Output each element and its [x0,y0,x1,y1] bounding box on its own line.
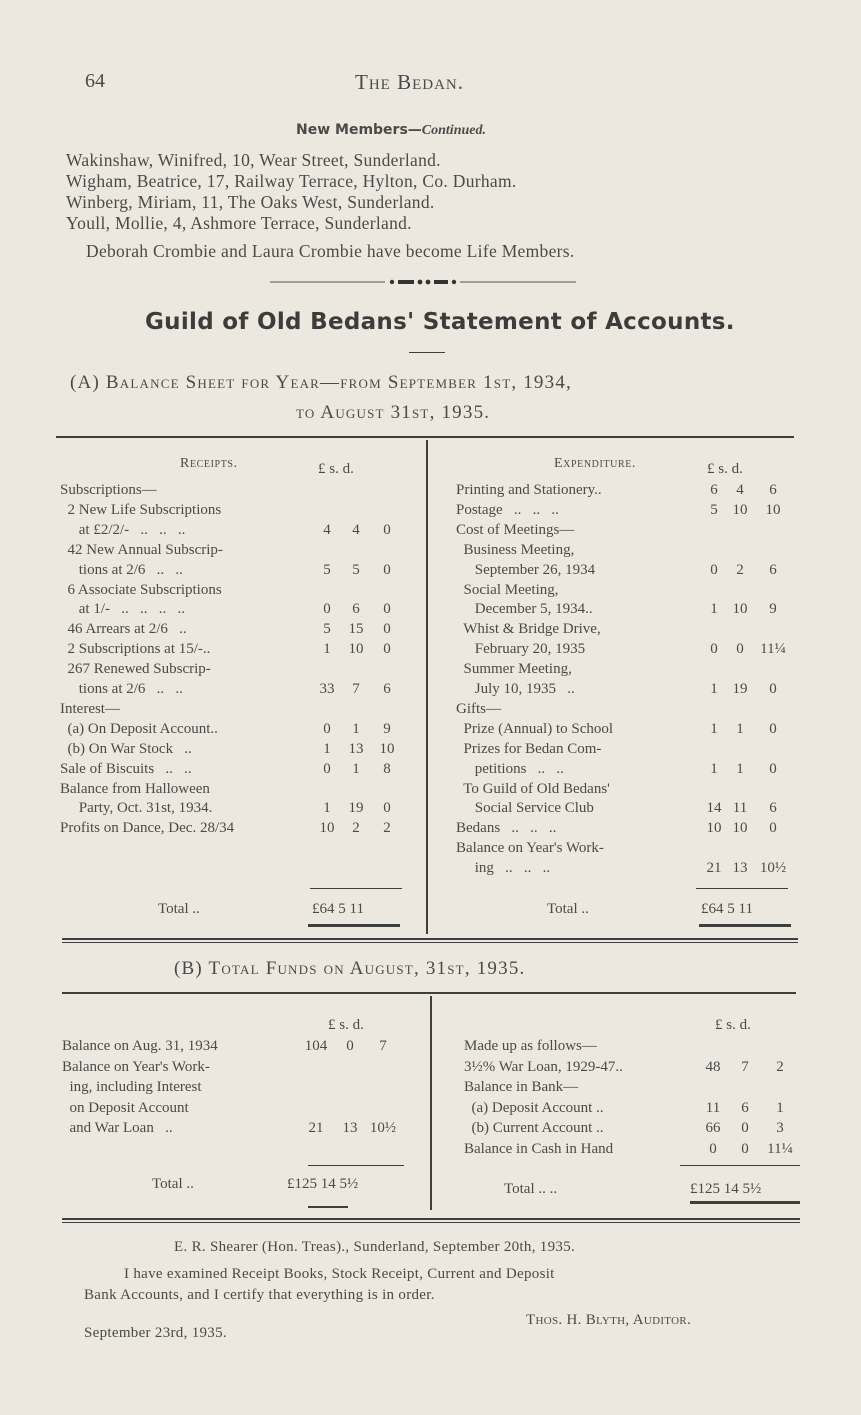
ledger-amount-pounds: 11 [705,1099,721,1116]
ledger-amount-pounds: 1 [323,800,331,817]
ledger-row-label: Balance in Bank— [464,1079,579,1095]
ledger-row-label: and War Loan .. [62,1120,173,1136]
member-line: Youll, Mollie, 4, Ashmore Terrace, Sunderland. [66,213,412,233]
ledger-amount-pounds: 1 [710,601,718,618]
table-a-column-divider [426,440,428,934]
page-number: 64 [85,70,105,92]
ledger-row-label: tions at 2/6 .. .. [60,561,183,578]
ledger-amount-shillings: 10 [732,601,748,618]
ledger-amount-pounds: 66 [705,1120,721,1136]
ledger-amount-pounds: 5 [710,501,718,518]
ledger-row-label: 42 New Annual Subscrip- [60,541,223,558]
ledger-amount-pounds: 33 [319,681,335,697]
ledger-amount-shillings: 19 [732,681,748,697]
ledger-amount-shillings: 2 [736,561,744,578]
ledger-amount-pence: 0 [383,800,391,817]
ledger-row-label: petitions .. .. [456,760,564,777]
ledger-row-label: Business Meeting, [456,541,575,558]
ledger-row-label: Prize (Annual) to School [456,720,614,737]
expenditure-header: Expenditure. [554,456,637,471]
auditor-signature: Thos. H. Blyth, Auditor. [526,1312,692,1328]
ledger-amount-shillings: 5 [352,561,360,578]
ledger-row-label: at 1/- .. .. .. .. [60,601,185,618]
ledger-amount-shillings: 4 [736,482,744,498]
ledger-row-label: Summer Meeting, [456,661,572,678]
expenditure-total-label: Total .. [547,901,589,917]
ledger-amount-shillings: 0 [346,1038,354,1054]
ledger-row-label: Balance in Cash in Hand [464,1140,614,1157]
ledger-row-label: (b) Current Account .. [464,1120,604,1136]
new-members-heading-text: New Members [296,122,408,138]
ledger-amount-pence: 6 [383,681,391,697]
ledger-amount-pounds: 0 [710,561,718,578]
funds-right-total-label: Total .. .. [504,1181,558,1197]
ledger-amount-pence: 6 [769,800,777,817]
ledger-amount-shillings: 0 [741,1140,749,1157]
ledger-amount-shillings: 15 [348,621,364,638]
ledger-row-label: tions at 2/6 .. .. [60,681,183,697]
ledger-row-label: Made up as follows— [464,1038,597,1054]
ledger-amount-pence: 0 [383,621,391,638]
ledger-amount-pence: 11¼ [760,641,786,658]
ledger-row-label: Postage .. .. .. [456,501,559,518]
ledger-amount-pence: 2 [776,1058,784,1075]
ledger-amount-pounds: 4 [323,521,331,538]
ledger-row-label: (b) On War Stock .. [60,740,192,757]
audit-statement-line1: I have examined Receipt Books, Stock Receipt, Current and Deposit [124,1266,555,1282]
ledger-amount-pence: 1 [776,1099,784,1116]
page-title: The Bedan. [355,70,464,94]
ledger-row-label: ing, including Interest [62,1079,202,1095]
receipts-total-label: Total .. [158,901,200,917]
receipts-header: Receipts. [180,456,238,471]
ledger-row-label: Party, Oct. 31st, 1934. [60,800,213,817]
ledger-amount-pence: 10½ [759,860,787,877]
ledger-amount-pence: 10 [379,740,395,757]
ledger-amount-pounds: 14 [706,800,722,817]
ledger-row-label: (a) Deposit Account .. [464,1099,604,1116]
ledger-row-label: Balance from Halloween [60,780,210,797]
ledger-amount-pence: 0 [769,720,777,737]
ledger-amount-pence: 0 [769,681,777,697]
section-a-title-line1: (A) Balance Sheet for Year—from September 1st, 1934, [70,372,572,393]
ledger-amount-pence: 9 [769,601,777,618]
ledger-amount-pounds: 0 [323,601,331,618]
ledger-row-label: on Deposit Account [62,1099,189,1116]
ledger-row-label: Balance on Year's Work- [62,1058,210,1075]
section-a-title-line2: to August 31st, 1935. [296,402,491,423]
ledger-amount-pence: 9 [383,720,391,737]
audit-date: September 23rd, 1935. [84,1325,227,1341]
ledger-amount-shillings: 6 [352,601,360,618]
ledger-amount-shillings: 1 [736,760,744,777]
funds-right-currency-header: £ s. d. [715,1017,751,1033]
ledger-row-label: ing .. .. .. [456,860,551,877]
ledger-amount-pounds: 104 [304,1038,328,1054]
receipts-currency-header: £ s. d. [318,461,354,477]
ledger-row-label: 6 Associate Subscriptions [60,581,222,598]
expenditure-currency-header: £ s. d. [707,461,743,477]
ledger-amount-shillings: 7 [352,681,360,697]
ledger-amount-pounds: 6 [710,482,718,498]
ledger-amount-shillings: 10 [348,641,364,658]
ledger-amount-pence: 0 [769,760,777,777]
ledger-row-label: February 20, 1935 [456,641,586,658]
section-b-title: (B) Total Funds on August, 31st, 1935. [174,958,526,979]
ledger-amount-pence: 6 [769,482,777,498]
table-a-bottom-rule-2 [62,942,798,943]
ledger-row-label: Prizes for Bedan Com- [456,740,602,757]
ledger-row-label: Gifts— [456,700,501,717]
ledger-amount-pence: 10 [765,501,781,518]
ledger-amount-pounds: 1 [710,720,718,737]
life-members-note: Deborah Crombie and Laura Crombie have become Life Members. [86,241,575,261]
ledger-row-label: Bedans .. .. .. [456,820,557,837]
ledger-amount-pence: 10½ [369,1120,397,1136]
ledger-amount-shillings: 13 [342,1120,358,1136]
ledger-amount-pence: 2 [383,820,391,837]
ledger-amount-pounds: 1 [323,641,331,658]
ledger-amount-pence: 0 [383,521,391,538]
ledger-row-label: Subscriptions— [60,482,157,498]
ledger-amount-shillings: 1 [352,720,360,737]
ledger-row-label: Balance on Year's Work- [456,840,604,857]
member-line: Wakinshaw, Winifred, 10, Wear Street, Sunderland. [66,150,441,170]
ledger-row-label: Printing and Stationery.. [456,482,602,498]
funds-left-total-underline [308,1206,348,1208]
ledger-row-label: Interest— [60,700,120,717]
ledger-row-label: Profits on Dance, Dec. 28/34 [60,820,235,837]
ledger-amount-shillings: 13 [348,740,364,757]
expenditure-total-value: £64 5 11 [701,901,753,917]
ledger-row-label: September 26, 1934 [456,561,596,578]
ledger-amount-shillings: 0 [736,641,744,658]
ledger-amount-pounds: 10 [319,820,335,837]
ledger-amount-pence: 8 [383,760,391,777]
new-members-heading: New Members—Continued. [296,122,486,138]
ledger-row-label: Social Service Club [456,800,594,817]
ledger-amount-pence: 0 [769,820,777,837]
ledger-row-label: Whist & Bridge Drive, [456,621,601,638]
ledger-amount-pence: 11¼ [767,1140,793,1157]
ledger-amount-pounds: 5 [323,621,331,638]
funds-right-total-value: £125 14 5½ [690,1181,762,1197]
ledger-row-label: (a) On Deposit Account.. [60,720,218,737]
ledger-row-label: 2 New Life Subscriptions [60,501,222,518]
ledger-amount-pence: 7 [379,1038,387,1054]
ledger-amount-pounds: 5 [323,561,331,578]
expenditure-sum-rule [696,888,788,889]
ledger-amount-shillings: 4 [352,521,360,538]
ledger-amount-pounds: 0 [710,641,718,658]
table-a-top-rule [56,436,794,438]
table-b-column-divider [430,996,432,1210]
receipts-total-underline [308,924,400,927]
table-b-bottom-rule [62,1218,800,1220]
ledger-amount-pence: 0 [383,601,391,618]
ledger-amount-pounds: 21 [308,1120,324,1136]
ledger-row-label: Sale of Biscuits .. .. [60,760,192,777]
member-line: Wigham, Beatrice, 17, Railway Terrace, Hylton, Co. Durham. [66,171,517,191]
table-b-bottom-rule-2 [62,1222,800,1223]
receipts-total-value: £64 5 11 [312,901,364,917]
ledger-amount-pounds: 10 [706,820,722,837]
expenditure-total-underline [699,924,791,927]
ledger-amount-pounds: 0 [323,760,331,777]
ledger-row-label: July 10, 1935 .. [456,681,575,697]
ledger-row-label: Social Meeting, [456,581,559,598]
ledger-amount-pounds: 48 [705,1058,721,1075]
ledger-row-label: 2 Subscriptions at 15/-.. [60,641,211,658]
new-members-heading-suffix: Continued. [421,123,486,138]
ledger-amount-pounds: 0 [323,720,331,737]
treasurer-line: E. R. Shearer (Hon. Treas)., Sunderland, September 20th, 1935. [174,1239,576,1255]
audit-statement-line2: Bank Accounts, and I certify that everything is in order. [84,1287,435,1303]
ledger-row-label: at £2/2/- .. .. .. [60,521,186,538]
ledger-row-label: 267 Renewed Subscrip- [60,661,211,678]
funds-left-sum-rule [308,1165,404,1166]
ledger-amount-pounds: 1 [710,760,718,777]
ledger-row-label: Balance on Aug. 31, 1934 [62,1038,218,1054]
ledger-amount-shillings: 11 [732,800,748,817]
funds-right-total-underline [690,1201,800,1204]
ledger-row-label: 46 Arrears at 2/6 .. [60,621,187,638]
ledger-amount-pounds: 0 [709,1140,717,1157]
ledger-amount-pence: 0 [383,561,391,578]
receipts-sum-rule [310,888,402,889]
short-rule [409,352,445,353]
ledger-amount-shillings: 10 [732,820,748,837]
ledger-amount-pence: 3 [776,1120,784,1136]
ledger-amount-shillings: 6 [741,1099,749,1116]
ledger-row-label: December 5, 1934.. [456,601,593,618]
guild-heading: Guild of Old Bedans' Statement of Accounts. [145,309,735,335]
ledger-amount-pence: 6 [769,561,777,578]
funds-right-sum-rule [680,1165,800,1166]
ledger-amount-pounds: 1 [710,681,718,697]
ornamental-divider [270,276,576,288]
ledger-amount-pence: 0 [383,641,391,658]
member-line: Winberg, Miriam, 11, The Oaks West, Sunderland. [66,192,435,212]
ledger-amount-shillings: 1 [352,760,360,777]
ledger-row-label: To Guild of Old Bedans' [456,780,610,797]
ledger-row-label: Cost of Meetings— [456,521,575,538]
ledger-amount-shillings: 10 [732,501,748,518]
ledger-amount-shillings: 2 [352,820,360,837]
funds-left-currency-header: £ s. d. [328,1017,364,1033]
table-a-bottom-rule [62,938,798,940]
ledger-amount-shillings: 1 [736,720,744,737]
table-b-top-rule [62,992,796,994]
ledger-amount-shillings: 13 [732,860,748,877]
funds-left-total-value: £125 14 5½ [287,1176,359,1192]
ledger-amount-pounds: 1 [323,740,331,757]
ledger-amount-shillings: 7 [741,1058,749,1075]
funds-left-total-label: Total .. [152,1176,194,1192]
ledger-row-label: 3½% War Loan, 1929-47.. [464,1058,623,1075]
ledger-amount-pounds: 21 [706,860,722,877]
ledger-amount-shillings: 0 [741,1120,749,1136]
ledger-amount-shillings: 19 [348,800,364,817]
